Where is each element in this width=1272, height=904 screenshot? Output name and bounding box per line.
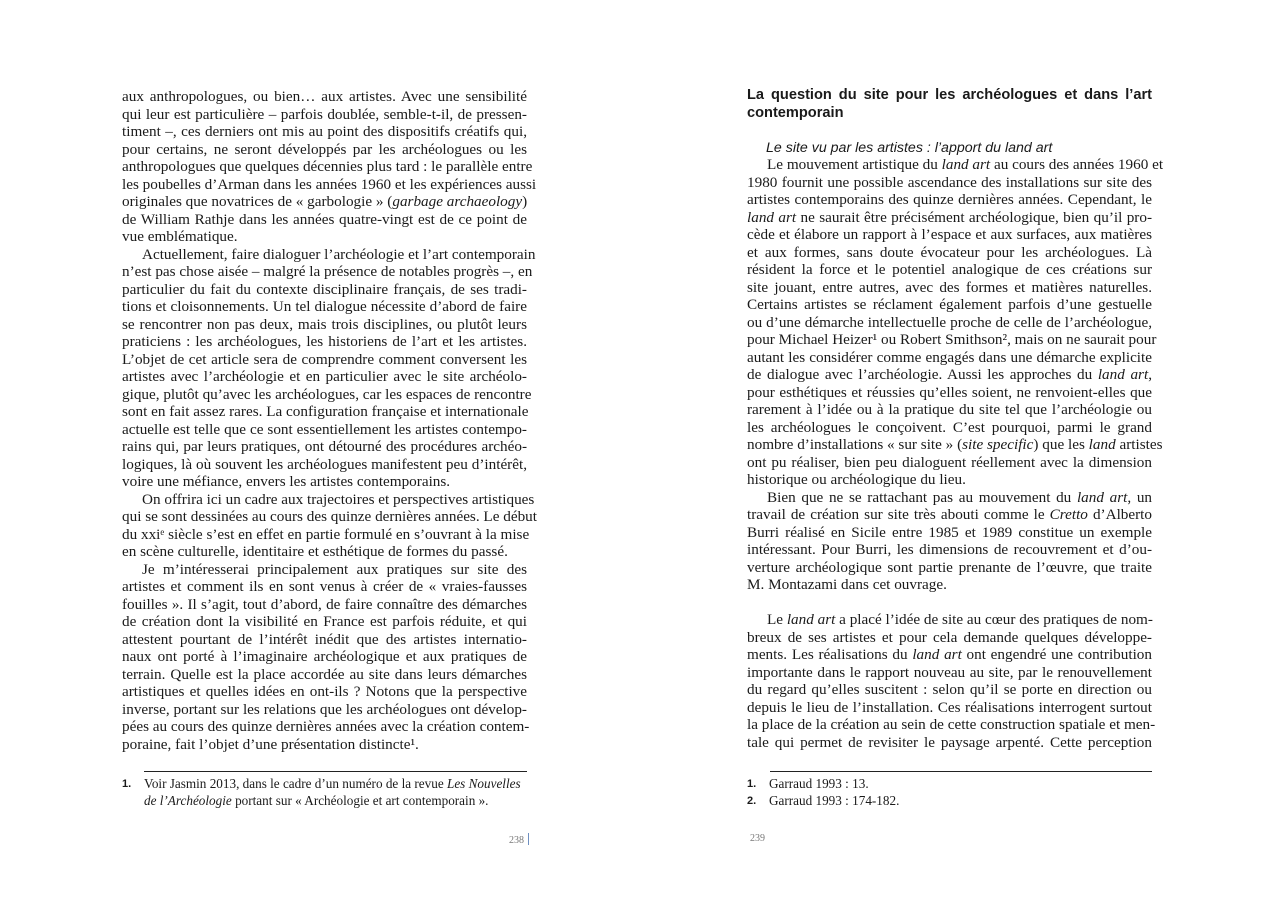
text-line: attestent pourtant de l’intérêt inédit que des artistes internatio- <box>122 630 527 648</box>
text-line: Le mouvement artistique du land art au cours des années 1960 et <box>767 156 1164 173</box>
italic-text: Cretto <box>1049 506 1088 523</box>
page-number-left <box>509 833 529 846</box>
footnote-text <box>122 776 527 809</box>
footnote-number: 2. <box>747 794 757 807</box>
text-line: en scène culturelle, identitaire et esthétique de formes du passé. <box>122 543 508 560</box>
text-line: de William Rathje dans les années quatre-vingt est de ce point de <box>122 210 527 228</box>
paragraph <box>747 489 1152 594</box>
footnote-text <box>747 776 1152 793</box>
text-line: tale qui permet de revisiter le paysage arpenté. Cette perception <box>747 733 1152 751</box>
text-line: les archéologues le conçoivent. C’est pourquoi, parmi le grand <box>747 418 1152 436</box>
text-line: tions et cloisonnements. Un tel dialogue nécessite d’abord de faire <box>122 298 527 315</box>
subsection-title: Le site vu par les artistes : l’apport du land art <box>766 140 1053 156</box>
text-line: pées au cours des quinze dernières années avec la création contem- <box>122 718 530 735</box>
text-line: Le land art a placé l’idée de site au cœur des pratiques de nom- <box>767 611 1153 628</box>
text-line: se rencontrer non pas deux, mais trois disciplines, ou plutôt leurs <box>122 315 527 333</box>
left-page-body <box>122 88 537 753</box>
text-line: land art ne saurait être précisément archéologique, bien qu’il pro- <box>747 208 1152 226</box>
text-line: ou d’une démarche intellectuelle proche de celle de l’archéologue, <box>747 313 1152 331</box>
text-line: Burri réalisé en Sicile entre 1985 et 1989 constitue un exemple <box>747 523 1152 541</box>
text-line: pour Michael Heizer¹ ou Robert Smithson², mais on ne saurait pour <box>747 331 1157 348</box>
footnote <box>747 776 1152 793</box>
italic-text: de l’Archéologie <box>144 792 232 808</box>
text-line: de création dont la visibilité en France est parfois réduite, et qui <box>122 613 527 630</box>
footnote-line: Voir Jasmin 2013, dans le cadre d’un numéro de la revue Les Nouvelles <box>144 776 521 791</box>
footnote <box>747 793 1152 810</box>
text-line: et aux formes, sans doute évocateur pour les archéologues. Là <box>747 243 1152 261</box>
section-heading: La question du site pour les archéologues et dans l’art contemporain <box>747 87 1152 121</box>
text-line: inverse, portant sur les relations que les archéologues ont dévelop- <box>122 700 527 718</box>
footnote-divider <box>144 771 527 772</box>
text-line: pour esthétiques et réussies qu’elles soient, ne renvoient-elles que <box>747 383 1152 401</box>
text-line: autant les considérer comme engagés dans une démarche explicite <box>747 348 1152 366</box>
text-line: rarement à l’idée ou à la pratique du site tel que l’archéologie ou <box>747 401 1152 418</box>
right-page-body <box>747 156 1164 751</box>
text-line: fouilles ». Il s’agit, tout d’abord, de faire connaître des démarches <box>122 595 527 613</box>
text-line: Bien que ne se rattachant pas au mouvement du land art, un <box>767 488 1153 506</box>
text-line: poraine, fait l’objet d’une présentation distincte¹. <box>122 735 419 753</box>
page-number-right: 239 <box>750 833 765 844</box>
text-line: naux ont porté à l’imaginaire archéologique et aux pratiques de <box>122 648 527 665</box>
text-line: rains qui, par leurs pratiques, ont détourné des procédures archéo- <box>122 438 527 455</box>
text-line: ments. Les réalisations du land art ont engendré une contribution <box>747 646 1152 663</box>
text-line: intéressant. Pour Burri, les dimensions de recouvrement et d’ou- <box>747 541 1152 558</box>
text-line: originales que novatrices de « garbologie » (garbage archaeology) <box>122 193 528 210</box>
text-line: particulier du fait du contexte disciplinaire français, de ses tradi- <box>122 280 527 298</box>
italic-text: land art <box>941 156 991 173</box>
paragraph <box>122 560 530 754</box>
text-line: On offrira ici un cadre aux trajectoires et perspectives artistiques <box>142 490 535 508</box>
text-line: nombre d’installations « sur site » (site specific) que les land artistes <box>747 436 1163 453</box>
paragraph <box>122 245 536 491</box>
italic-text: garbage archaeology <box>392 193 523 210</box>
italic-text: Les Nouvelles <box>446 776 521 791</box>
text-line: artistes et comment ils en sont venus à créer de « vraies-fausses <box>122 578 527 595</box>
text-line: la place de la création au sein de cette construction spatiale et men- <box>747 716 1156 733</box>
text-line: Actuellement, faire dialoguer l’archéologie et l’art contemporain <box>142 245 536 263</box>
text-line: praticiens : les archéologues, les historiens de l’art et les artistes. <box>122 333 527 350</box>
text-line: breux de ses artistes et pour cela demande quelques développe- <box>747 628 1152 646</box>
text-line: Je m’intéresserai principalement aux pratiques sur site des <box>142 560 527 578</box>
footnote-line: Garraud 1993 : 13. <box>769 776 869 791</box>
text-line: Certains artistes se réclament également parfois d’une gestuelle <box>747 296 1152 313</box>
footnote <box>122 776 527 809</box>
text-line: du regard qu’elles suscitent : selon qu’il se porte en direction ou <box>747 681 1152 698</box>
text-line: timent –, ces derniers ont mis au point des dispositifs créatifs qui, <box>122 123 527 140</box>
footnote-text <box>747 793 1152 810</box>
text-line: site jouant, entre autres, avec des formes et matières naturelles. <box>747 278 1152 296</box>
text-line: de dialogue avec l’archéologie. Aussi les approches du land art, <box>747 366 1152 383</box>
italic-text: land <box>1088 436 1116 453</box>
text-line: voire une méfiance, envers les artistes contemporains. <box>122 473 451 490</box>
paragraph <box>122 88 537 246</box>
text-line: n’est pas chose aisée – malgré la présence de notables progrès –, en <box>122 263 533 280</box>
italic-text: land art <box>912 646 962 663</box>
text-line: aux anthropologues, ou bien… aux artistes. Avec une sensibilité <box>122 88 527 105</box>
footnote-line: de l’Archéologie portant sur « Archéologie et art contemporain ». <box>144 792 489 808</box>
text-line: 1980 fournit une possible ascendance des installations sur site des <box>747 173 1152 191</box>
text-line: anthropologues que quelques décennies plus tard : le parallèle entre <box>122 158 533 175</box>
text-line: logiques, là où souvent les archéologues manifestent peu d’intérêt, <box>122 455 527 473</box>
page-marker-bar <box>528 833 529 845</box>
text-line: les poubelles d’Arman dans les années 1960 et les expériences aussi <box>122 175 537 193</box>
page-number-text: 238 <box>509 835 524 846</box>
footnote-number: 1. <box>122 778 132 790</box>
text-line: travail de création sur site très abouti comme le Cretto d’Alberto <box>747 506 1152 523</box>
text-line: artistes contemporains des quinze dernières années. Cependant, le <box>747 191 1152 208</box>
text-line: pour certains, ne seront développés par les archéologues ou les <box>122 140 527 158</box>
text-line: terrain. Quelle est la place accordée au site dans leurs démarches <box>122 665 527 683</box>
paragraph <box>747 156 1164 489</box>
text-line: qui leur est particulière – parfois doublée, semble-t-il, de pressen- <box>122 105 527 123</box>
italic-text: land art <box>747 208 797 226</box>
text-line: importante dans le rapport nouveau au site, par le renouvellement <box>747 663 1152 681</box>
footnote-divider <box>770 771 1152 772</box>
left-footnotes <box>122 776 527 809</box>
text-line: artistes avec l’archéologie et en particulier avec le site archéolo- <box>122 368 527 385</box>
paragraph <box>122 490 537 561</box>
text-line: cède et élabore un rapport à l’espace et aux surfaces, aux matières <box>747 226 1152 243</box>
text-line: depuis le lieu de l’installation. Ces réalisations interrogent surtout <box>747 698 1152 716</box>
text-line: ont pu réaliser, bien peu dialoguent réellement avec la dimension <box>747 453 1152 471</box>
text-line: L’objet de cet article sera de comprendre comment conversent les <box>122 350 527 368</box>
italic-text: site specific <box>962 436 1034 453</box>
right-footnotes <box>747 776 1152 809</box>
text-line: vue emblématique. <box>122 228 238 245</box>
text-line: du xxiᵉ siècle s’est en effet en partie formulé en s’ouvrant à la mise <box>122 525 530 543</box>
italic-text: land art <box>786 611 836 628</box>
footnote-line: Garraud 1993 : 174-182. <box>769 792 900 808</box>
footnote-number: 1. <box>747 778 757 790</box>
text-line: résident la force et le potentiel analogique de ces créations sur <box>747 261 1152 278</box>
text-line: gique, plutôt qu’avec les archéologues, car les espaces de rencontre <box>122 385 532 403</box>
paragraph <box>747 611 1156 751</box>
text-line: actuelle est telle que ce sont essentiellement les artistes contempo- <box>122 420 527 438</box>
text-line: artistiques et quelles idées en ont-ils ? Notons que la perspective <box>122 683 527 700</box>
text-line: historique ou archéologique du lieu. <box>747 471 966 488</box>
italic-text: land art <box>1097 366 1149 383</box>
text-line: verture archéologique sont partie prenante de l’œuvre, que traite <box>747 558 1152 576</box>
text-line: sont en fait assez rares. La configuration française et internationale <box>122 403 529 420</box>
text-line: M. Montazami dans cet ouvrage. <box>747 576 947 593</box>
italic-text: land art <box>1076 488 1128 506</box>
text-line: qui se sont dessinées au cours des quinze dernières années. Le début <box>122 508 537 525</box>
